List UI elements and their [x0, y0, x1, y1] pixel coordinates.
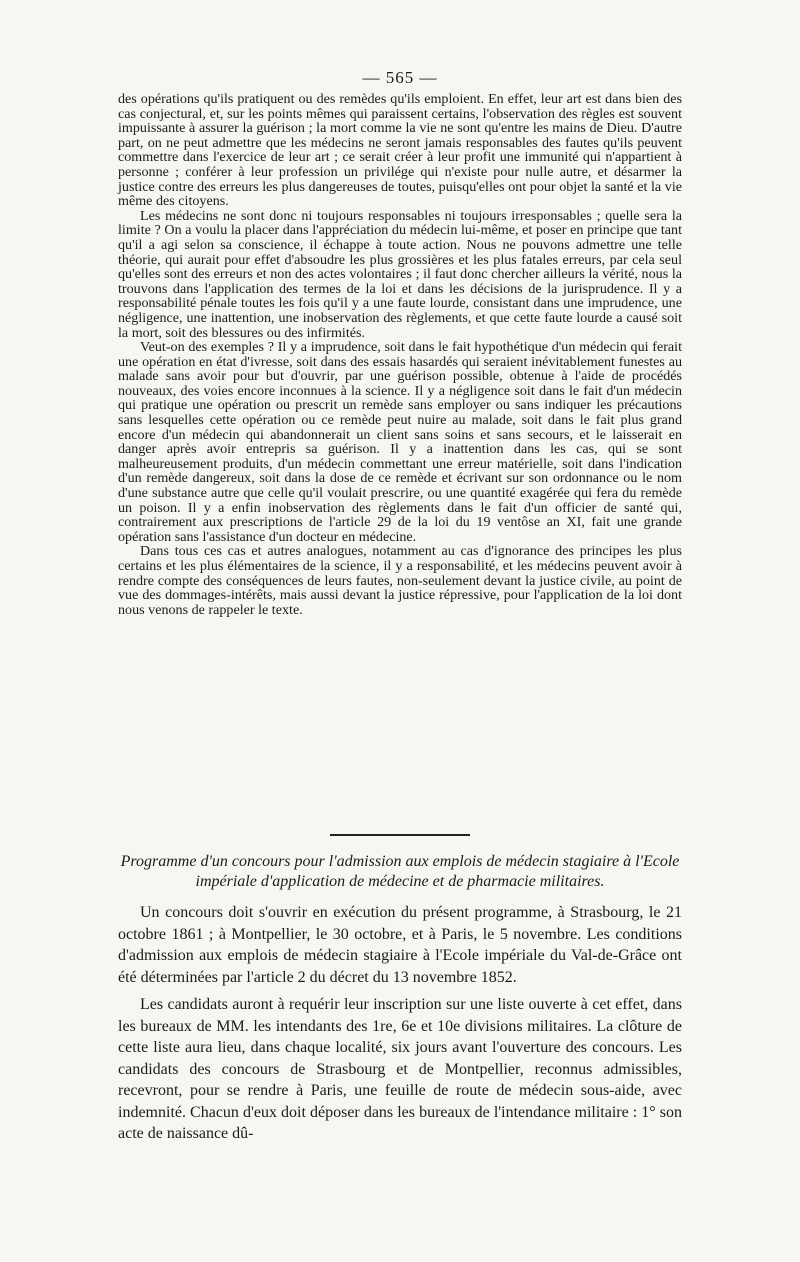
paragraph: Un concours doit s'ouvrir en exécution du présent programme, à Strasbourg, le 21 octobre 1861 ; à Montpellier, le 30 octobre, et à Paris, le 5 novembre. Les conditions d'admission aux emplois de médecin stagiaire à l'Ecole impériale du Val-de-Grâce ont été déterminées par l'article 2 du décret du 13 novembre 1852.	[118, 904, 682, 986]
page-number: — 565 —	[362, 68, 438, 87]
paragraph: Les candidats auront à requérir leur inscription sur une liste ouverte à cet effet, dans les bureaux de MM. les intendants des 1re, 6e et 10e divisions militaires. La clôture de cette liste aura lieu, dans chaque localité, six jours avant l'ouverture des concours. Les candidats des concours de Strasbourg et de Montpellier, reconnus admissibles, recevront, pour se rendre à Paris, une feuille de route de médecin sous-aide, avec indemnité. Chacun d'eux doit déposer dans les bureaux de l'intendance militaire : 1° son acte de naissance dû-	[118, 996, 682, 1142]
article-text-large	[118, 902, 682, 1151]
section-heading: Programme d'un concours pour l'admission aux emplois de médecin stagiaire à l'Ecole impériale d'application de médecine et de pharmacie militaires.	[120, 853, 680, 890]
paragraph: des opérations qu'ils pratiquent ou des remèdes qu'ils emploient. En effet, leur art est dans bien des cas conjectural, et, sur les points mêmes qui paraissent certains, l'observation des règles est souvent impuissante à assurer la guérison ; la mort comme la vie ne sont qu'entre les mains de Dieu. D'autre part, on ne peut admettre que les médecins ne seront jamais responsables des fautes qu'ils peuvent commettre dans l'exercice de leur art ; ce serait créer à leur profit une immunité qui n'appartient à personne ; conférer à leur profession un privilége qui n'existe pour nulle autre, et désarmer la justice contre des erreurs les plus dangereuses de toutes, puisqu'elles ont pour objet la santé et la vie même des citoyens.	[118, 91, 682, 210]
paragraph: Veut-on des exemples ? Il y a imprudence, soit dans le fait hypothétique d'un médecin qui ferait une opération en état d'ivresse, soit dans des essais hasardés qui seraient inévitablement funestes au malade sans avoir pour but d'ouvrir, par une guérison possible, obtenue à l'aide de procédés nouveaux, des voies encore inconnues à la science. Il y a négligence soit dans le fait d'un médecin qui pratique une opération ou prescrit un remède sans employer ou sans indiquer les précautions sans lesquelles cette opération ou ce remède peut nuire au malade, soit dans le fait plus grand encore d'un médecin qui abandonnerait un client sans soins et sans secours, et le laisserait en danger après avoir entrepris sa guérison. Il y a inattention dans les cas, qui se sont malheureusement produits, d'un médecin commettant une erreur matérielle, soit dans l'indication d'un remède dangereux, soit dans la dose de ce remède et écrivant sur son ordonnance ou le nom d'une substance autre que celle qu'il voulait prescrire, ou une quantité exagérée qui fera du remède un poison. Il y a enfin inobservation des règlements dans le fait d'un officier de santé qui, contrairement aux prescriptions de l'article 29 de la loi du 19 ventôse an XI, fait une grande opération sans l'assistance d'un docteur en médecine.	[118, 339, 682, 545]
article-text-small	[118, 92, 682, 617]
paragraph: Dans tous ces cas et autres analogues, notamment au cas d'ignorance des principes les plus certains et les plus élémentaires de la science, il y a responsabilité, et les médecins peuvent avoir à rendre compte des conséquences de leurs fautes, non-seulement devant la justice civile, au point de vue des dommages-intérêts, mais aussi devant la justice répressive, pour l'application de la loi dont nous venons de rappeler le texte.	[118, 543, 682, 618]
paragraph: Les médecins ne sont donc ni toujours responsables ni toujours irresponsables ; quelle sera la limite ? On a voulu la placer dans l'appréciation du médecin lui-même, et poser en principe que tant qu'il a agi selon sa conscience, il échappe à toute action. Nous ne pouvons admettre une telle théorie, qui aurait pour effet d'absoudre les plus grossières et les plus fatales erreurs, par cela seul qu'elles sont des erreurs et non des actes volontaires ; il faut donc chercher ailleurs la vérité, nous la trouvons dans l'application des termes de la loi et dans les décisions de la jurisprudence. Il y a responsabilité pénale toutes les fois qu'il y a une faute lourde, consistant dans une imprudence, une négligence, une inattention, une inobservation des règlements, et que cette faute lourde a causé soit la mort, soit des blessures ou des infirmités.	[118, 207, 682, 341]
section-divider	[330, 834, 470, 836]
